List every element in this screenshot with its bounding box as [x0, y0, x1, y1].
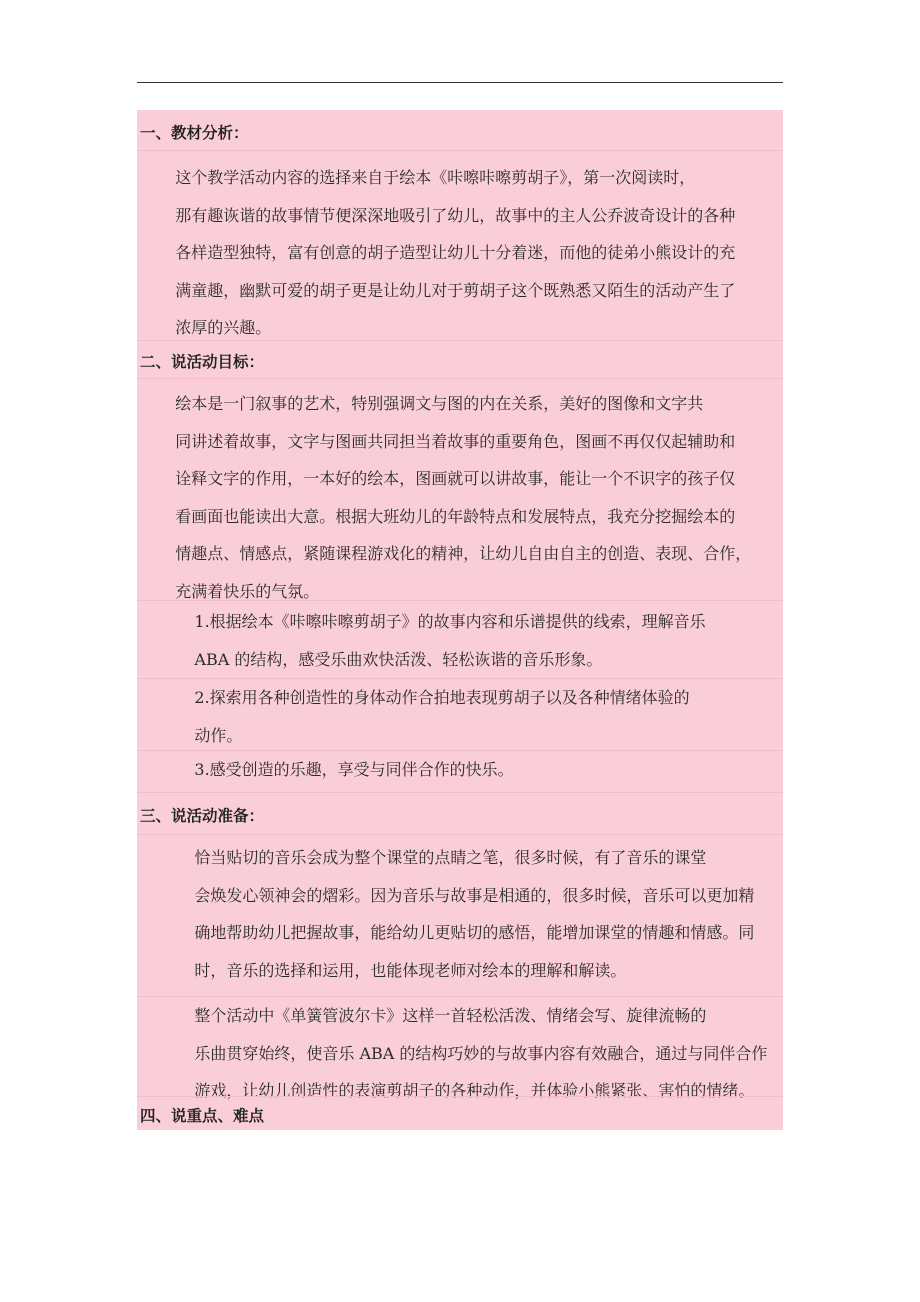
heading-text: 三、说活动准备：	[140, 807, 265, 825]
paragraph-analysis	[137, 150, 783, 340]
paragraph-preparation-2	[137, 996, 783, 1101]
section-heading-goals	[137, 340, 783, 378]
section-heading-analysis	[137, 110, 783, 150]
goal-item-1	[137, 600, 783, 678]
section-heading-keypoints	[137, 1096, 783, 1130]
paragraph-text	[137, 601, 783, 678]
text-line: 那有趣诙谐的故事情节便深深地吸引了幼儿，故事中的主人公乔波奇设计的各种	[175, 205, 736, 225]
text-line: 2.探索用各种创造性的身体动作合拍地表现剪胡子以及各种情绪体验的	[194, 688, 690, 707]
paragraph-text	[137, 679, 783, 754]
heading-text: 四、说重点、难点	[140, 1107, 265, 1125]
text-line: 诠释文字的作用，一本好的绘本，图画就可以讲故事，能让一个不识字的孩子仅	[175, 469, 736, 489]
text-line: 各样造型独特，富有创意的胡子造型让幼儿十分着迷，而他的徒弟小熊设计的充	[175, 243, 736, 263]
text-line: 动作。	[194, 725, 243, 745]
heading-text: 二、说活动目标：	[140, 353, 265, 371]
paragraph-text	[137, 997, 783, 1110]
text-line: 游戏，让幼儿创造性的表演剪胡子的各种动作，并体验小熊紧张、害怕的情绪。	[194, 1081, 755, 1101]
text-line: 情趣点、情感点，紧随课程游戏化的精神，让幼儿自由自主的创造、表现、合作，	[175, 544, 752, 564]
text-line: 时，音乐的选择和运用，也能体现老师对绘本的理解和解读。	[194, 960, 627, 980]
text-line: 会焕发心领神会的熠彩。因为音乐与故事是相通的，很多时候，音乐可以更加精	[194, 885, 755, 905]
text-line: 整个活动中《单簧管波尔卡》这样一首轻松活泼、情绪会写、旋律流畅的	[194, 1006, 707, 1025]
text-line: 同讲述着故事，文字与图画共同担当着故事的重要角色，图画不再仅仅起辅助和	[175, 431, 736, 451]
text-line: 恰当贴切的音乐会成为整个课堂的点睛之笔，很多时候，有了音乐的课堂	[194, 848, 707, 867]
text-line: 看画面也能读出大意。根据大班幼儿的年龄特点和发展特点，我充分挖掘绘本的	[175, 506, 736, 526]
section-heading-preparation	[137, 792, 783, 834]
text-line: 满童趣，幽默可爱的胡子更是让幼儿对于剪胡子这个既熟悉又陌生的活动产生了	[175, 280, 736, 300]
heading-text: 一、教材分析：	[140, 124, 249, 142]
paragraph-goals-intro	[137, 378, 783, 600]
paragraph-text	[137, 751, 783, 789]
paragraph-preparation-1	[137, 834, 783, 996]
header-rule	[137, 82, 783, 83]
text-line: ABA 的结构，感受乐曲欢快活泼、轻松诙谐的音乐形象。	[194, 649, 603, 669]
text-line: 3.感受创造的乐趣，享受与同伴合作的快乐。	[194, 760, 514, 779]
paragraph-text	[137, 151, 783, 347]
paragraph-text	[137, 835, 783, 989]
goal-item-3	[137, 750, 783, 792]
text-line: 确地帮助幼儿把握故事，能给幼儿更贴切的感悟，能增加课堂的情趣和情感。同	[194, 923, 755, 943]
paragraph-text	[137, 379, 783, 611]
goal-item-2	[137, 678, 783, 750]
text-line: 1.根据绘本《咔嚓咔嚓剪胡子》的故事内容和乐谱提供的线索，理解音乐	[194, 612, 706, 631]
text-line: 充满着快乐的气氛。	[175, 581, 320, 601]
document-body	[137, 110, 783, 1130]
text-line: 绘本是一门叙事的艺术，特别强调文与图的内在关系，美好的图像和文字共	[175, 394, 704, 413]
text-line: 乐曲贯穿始终，使音乐 ABA 的结构巧妙的与故事内容有效融合，通过与同伴合作	[194, 1043, 768, 1063]
text-line: 这个教学活动内容的选择来自于绘本《咔嚓咔嚓剪胡子》，第一次阅读时，	[175, 168, 696, 187]
text-line: 浓厚的兴趣。	[175, 318, 272, 338]
